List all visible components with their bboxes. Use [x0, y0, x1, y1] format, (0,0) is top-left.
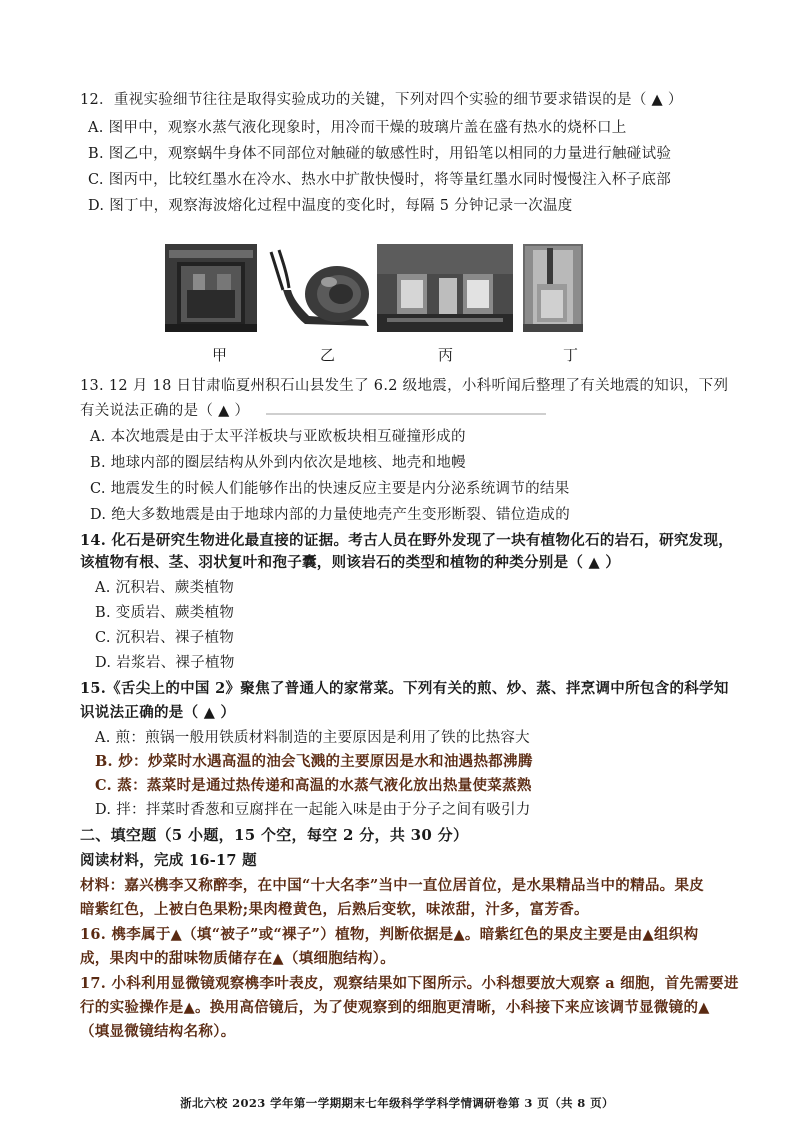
q13-option-b: B. 地球内部的圈层结构从外到内依次是地核、地壳和地幔: [90, 455, 466, 471]
figure-yi-snail: [265, 244, 375, 332]
figure-ding-apparatus: [523, 244, 583, 332]
q13-option-c: C. 地震发生的时候人们能够作出的快速反应主要是内分泌系统调节的结果: [90, 481, 570, 497]
figure-label-jia: 甲: [212, 346, 228, 364]
q13-option-d: D. 绝大多数地震是由于地球内部的力量使地壳产生变形断裂、错位造成的: [90, 507, 571, 523]
q17-line2: 行的实验操作是▲。换用高倍镜后，为了使观察到的细胞更清晰，小科接下来应该调节显微镜的▲: [80, 999, 710, 1016]
q12-figures: [0, 244, 794, 332]
page-footer: 浙北六校 2023 学年第一学期期末七年级科学学科学情调研卷第 3 页（共 8 页）: [180, 1096, 614, 1110]
q15-option-a: A. 煎：煎锅一般用铁质材料制造的主要原因是利用了铁的比热容大: [95, 730, 530, 746]
q15-option-c: C. 蒸：蒸菜时是通过热传递和高温的水蒸气液化放出热量使菜蒸熟: [95, 777, 532, 794]
q12-option-c: C. 图丙中，比较红墨水在冷水、热水中扩散快慢时，将等量红墨水同时慢慢注入杯子底部: [88, 172, 672, 188]
section2-title: 二、填空题（5 小题，15 个空，每空 2 分，共 30 分）: [80, 826, 469, 844]
q12-option-b: B. 图乙中，观察蜗牛身体不同部位对触碰的敏感性时，用铅笔以相同的力量进行触碰试验: [88, 146, 672, 162]
q12-stem: 12．重视实验细节往往是取得实验成功的关键，下列对四个实验的细节要求错误的是（ ▲ ）: [80, 92, 683, 108]
q13-stem-line1: 13. 12 月 18 日甘肃临夏州积石山县发生了 6.2 级地震，小科听闻后整理了有关地震的知识，下列: [80, 378, 729, 394]
q15-option-b: B. 炒：炒菜时水遇高温的油会飞溅的主要原因是水和油遇热都沸腾: [95, 753, 533, 770]
q15-option-d: D. 拌：拌菜时香葱和豆腐拌在一起能入味是由于分子之间有吸引力: [95, 802, 531, 818]
q14-stem-line2: 该植物有根、茎、羽状复叶和孢子囊，则该岩石的类型和植物的种类分别是（ ▲ ）: [80, 554, 621, 571]
q15-stem-line2: 识说法正确的是（ ▲ ）: [80, 704, 236, 721]
q13-option-a: A. 本次地震是由于太平洋板块与亚欧板块相互碰撞形成的: [90, 429, 466, 445]
figure-label-bing: 丙: [438, 346, 454, 364]
material-line2: 暗紫红色，上被白色果粉;果肉橙黄色，后熟后变软，味浓甜，汁多，富芳香。: [80, 901, 589, 918]
q13-stem-line2: 有关说法正确的是（ ▲ ）: [80, 403, 250, 419]
q14-option-d: D. 岩浆岩、裸子植物: [95, 655, 235, 671]
q12-option-a: A. 图甲中，观察水蒸气液化现象时，用冷而干燥的玻璃片盖在盛有热水的烧杯口上: [88, 120, 627, 136]
figure-label-ding: 丁: [563, 346, 579, 364]
q14-option-b: B. 变质岩、蕨类植物: [95, 605, 235, 621]
scan-shadow: [266, 413, 546, 415]
q14-option-a: A. 沉积岩、蕨类植物: [95, 580, 234, 596]
q17-line3: （填显微镜结构名称）。: [80, 1023, 236, 1040]
q14-stem-line1: 14. 化石是研究生物进化最直接的证据。考古人员在野外发现了一块有植物化石的岩石，研究发现，: [80, 532, 734, 549]
figure-label-yi: 乙: [320, 346, 336, 364]
q17-line1: 17. 小科利用显微镜观察槜李叶表皮，观察结果如下图所示。小科想要放大观察 a 细胞，首先需要进: [80, 975, 739, 992]
q12-option-d: D. 图丁中，观察海波熔化过程中温度的变化时，每隔 5 分钟记录一次温度: [88, 198, 573, 214]
q16-line2: 成，果肉中的甜味物质储存在▲（填细胞结构）。: [80, 950, 395, 967]
reading-heading: 阅读材料，完成 16-17 题: [80, 852, 257, 869]
figure-bing-cups: [377, 244, 513, 332]
q16-line1: 16. 槜李属于▲（填“被子”或“裸子”）植物，判断依据是▲。暗紫红色的果皮主要是由▲组织构: [80, 926, 699, 943]
q14-option-c: C. 沉积岩、裸子植物: [95, 630, 235, 646]
figure-jia-photo: [165, 244, 257, 332]
q15-stem-line1: 15.《舌尖上的中国 2》聚焦了普通人的家常菜。下列有关的煎、炒、蒸、拌烹调中所包含的科学知: [80, 680, 729, 697]
material-line1: 材料：嘉兴槜李又称醉李，在中国“十大名李”当中一直位居首位，是水果精品当中的精品。果皮: [80, 877, 705, 894]
